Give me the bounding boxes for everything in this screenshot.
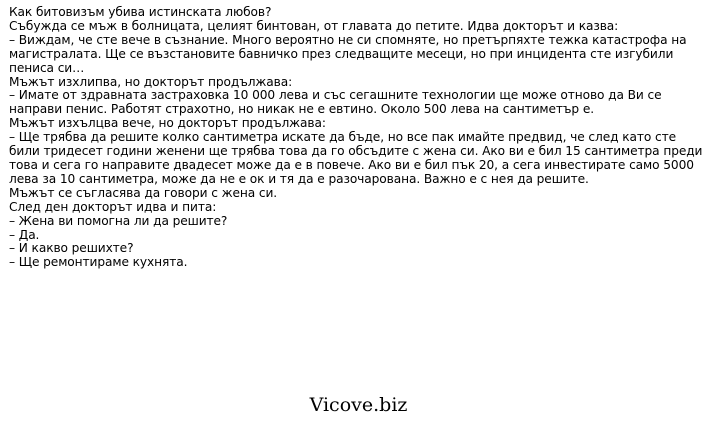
joke-line: – Жена ви помогна ли да решите? bbox=[9, 213, 228, 228]
joke-line: Мъжът изхълцва вече, но докторът продължава: bbox=[9, 116, 326, 131]
joke-line: – Имате от здравната застраховка 10 000 лева и със сегашните технологии ще може отново да Ви се направи пенис. Работят страхотно, но никак не е евтино. Около 500 лева на сантиметър е. bbox=[9, 88, 662, 117]
joke-text bbox=[9, 6, 709, 270]
joke-line: – Ще ремонтираме кухнята. bbox=[9, 255, 188, 270]
site-watermark: Vicove.biz bbox=[309, 394, 408, 416]
joke-line: – Ще трябва да решите колко сантиметра искате да бъде, но все пак имайте предвид, че след като сте били тридесет години женени ще трябва това да го обсъдите с жена си. Ако ви е бил 15 сантиметра преди това и сега го направите двадесет може да е в повече. Ако ви е бил пък 20, а сега инвестирате само 5000 лева за 10 сантиметра, може да не е ок и тя да е разочарована. Важно е с нея да решите. bbox=[9, 130, 703, 186]
joke-line: Мъжът изхлипва, но докторът продължава: bbox=[9, 74, 293, 89]
joke-line: Мъжът се съгласява да говори с жена си. bbox=[9, 185, 278, 200]
joke-line: След ден докторът идва и пита: bbox=[9, 199, 217, 214]
joke-line: – Да. bbox=[9, 227, 40, 242]
joke-line: – Виждам, че сте вече в съзнание. Много вероятно не си спомняте, но претърпяхте тежка катастрофа на магистралата. Ще се възстановите бавничко през следващите месеци, но при инцидента сте изгубили пениса си… bbox=[9, 32, 687, 75]
joke-line: Събужда се мъж в болницата, целият бинтован, от главата до петите. Идва докторът и казва: bbox=[9, 18, 619, 33]
joke-title: Как битовизъм убива истинската любов? bbox=[9, 5, 272, 19]
joke-line: – И какво решихте? bbox=[9, 241, 134, 256]
